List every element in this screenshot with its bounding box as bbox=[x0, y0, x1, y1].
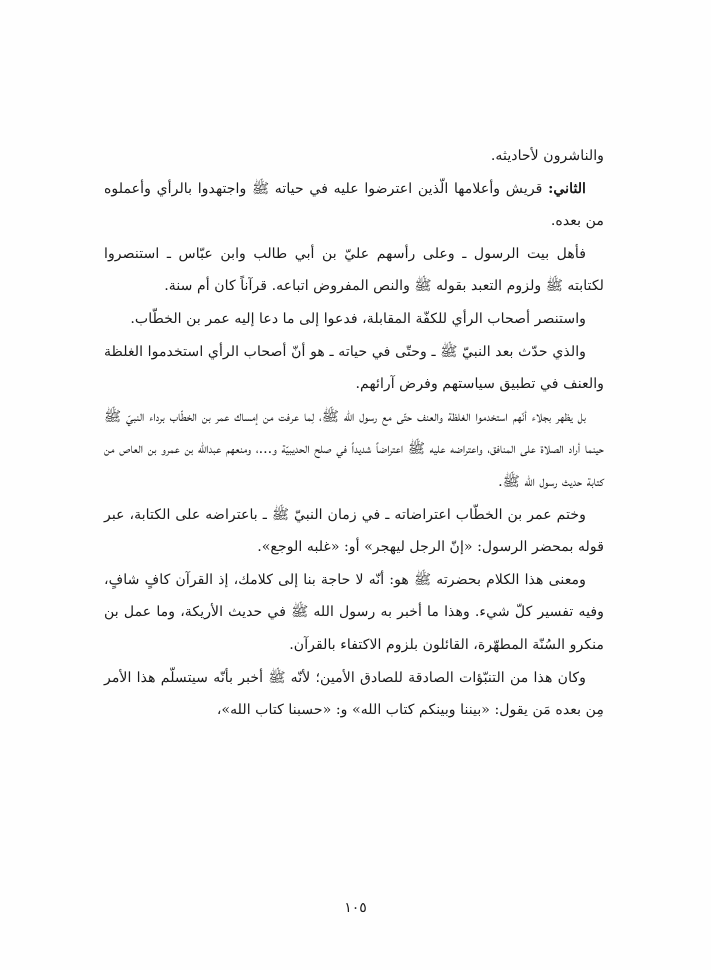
paragraph-text: بل يظهر بجلاء أنّهم استخدموا الغلظة والعنف حتّى مع رسول الله ﷺ، لِما عرفت من إمساك عمر بن الخطّاب برداء النبيّ ﷺ حينما أراد الصلاة على المنافق، واعتراضه عليه ﷺ اعتراضاً شديداً في صلح الحديبيّة و...، ومنعهم عبدالله بن عمرو بن العاص من كتابة حديث رسول الله ﷺ. bbox=[104, 408, 604, 490]
paragraph-text: واستنصر أصحاب الرأي للكفّة المقابلة، فدعوا إلى ما دعا إليه عمر بن الخطّاب. bbox=[130, 310, 586, 327]
paragraph-1 bbox=[104, 140, 604, 173]
paragraph-text: والناشرون لأحاديثه. bbox=[490, 148, 604, 164]
paragraph-4 bbox=[104, 303, 604, 336]
paragraph-text: والذي حدّث بعد النبيّ ﷺ ـ وحتّى في حياته ـ هو أنّ أصحاب الرأي استخدموا الغلظة والعنف في تطبيق سياستهم وفرض آرائهم. bbox=[104, 343, 604, 393]
body-text bbox=[104, 140, 604, 727]
paragraph-3 bbox=[104, 238, 604, 303]
paragraph-text: ومعنى هذا الكلام بحضرته ﷺ هو: أنّه لا حاجة بنا إلى كلامك، إذ القرآن كافٍ شافٍ، وفيه تفسير كلّ شيء. وهذا ما أخبر به رسول الله ﷺ في حديث الأريكة، وما عمل بن منكرو السُنّة المطهّرة، القائلون بلزوم الاكتفاء بالقرآن. bbox=[104, 571, 604, 653]
paragraph-text: فأهل بيت الرسول ـ وعلى رأسهم عليّ بن أبي طالب وابن عبّاس ـ استنصروا لكتابته ﷺ ولزوم التعبد بقوله ﷺ والنص المفروض اتباعه. قرآناً كان أم سنة. bbox=[104, 245, 604, 295]
paragraph-lead: الثاني: bbox=[548, 180, 586, 197]
paragraph-text: وكان هذا من التنبّؤات الصادقة للصادق الأمين؛ لأنّه ﷺ أخبر بأنّه سيتسلّم هذا الأمر مِن بعده مَن يقول: «بيننا وبينكم كتاب الله» و: «حسبنا كتاب الله»، bbox=[104, 669, 604, 719]
paragraph-5 bbox=[104, 336, 604, 401]
paragraph-6 bbox=[104, 401, 604, 499]
paragraph-9 bbox=[104, 662, 604, 727]
paragraph-8 bbox=[104, 564, 604, 662]
paragraph-2 bbox=[104, 173, 604, 238]
paragraph-text: وختم عمر بن الخطّاب اعتراضاته ـ في زمان النبيّ ﷺ ـ باعتراضه على الكتابة، عبر قوله بمحضر الرسول: «إنّ الرجل ليهجر» أو: «غلبه الوجع». bbox=[104, 506, 604, 556]
paragraph-text: قريش وأعلامها الّذين اعترضوا عليه في حياته ﷺ واجتهدوا بالرأي وأعملوه من بعده. bbox=[104, 180, 604, 230]
page-number: ١٠٥ bbox=[344, 900, 367, 916]
paragraph-7 bbox=[104, 499, 604, 564]
